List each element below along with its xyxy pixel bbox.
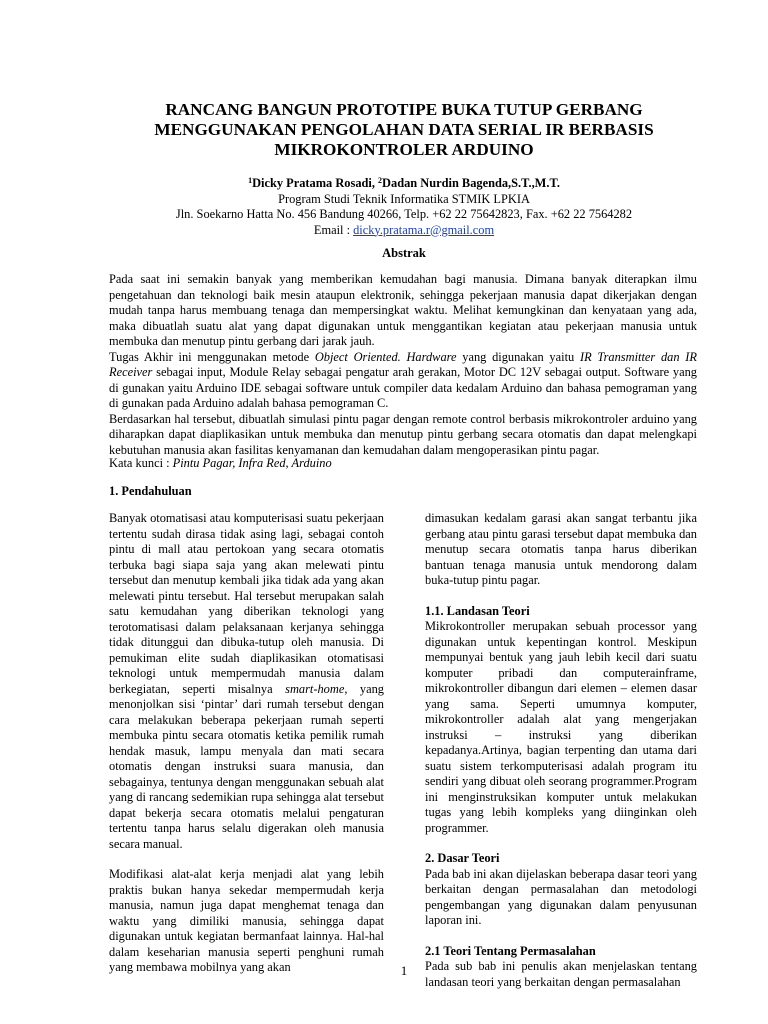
right-column (425, 511, 697, 990)
paper-title (120, 100, 688, 160)
heading-landasan-teori: 1.1. Landasan Teori (425, 603, 530, 618)
right-paragraph-dasar: Pada bab ini akan dijelaskan beberapa dasar teori yang berkaitan dengan permasalahan dan metodologi pengembangan yang digunakan dalam penyusunan laporan ini. (425, 866, 697, 927)
left-p1-text-a: Banyak otomatisasi atau komputerisasi suatu pekerjaan tertentu sudah dirasa tidak asing lagi, sebagai contoh pintu di mall atau pertokoan yang secara otomatis terbuka bagi siapa saja yang akan melewati pintu tersebut dan menutup kembali jika tidak ada yang akan melewati pintu tersebut. Hal tersebut merupakan salah satu kemudahan yang diberikan teknologi yang terotomatisasi dalam pelaksanaan kerjanya sehingga tidak ditunggui dan dibuka-tutup oleh manusia. Di pemukiman elite sudah diaplikasikan otomatisasi teknologi untuk mempermudah manusia dalam berkegiatan, seperti misalnya (109, 511, 384, 696)
section-heading-pendahuluan: 1. Pendahuluan (109, 484, 192, 498)
abstract-p2-text-b: yang digunakan yaitu (456, 349, 580, 364)
title-line-2: MENGGUNAKAN PENGOLAHAN DATA SERIAL IR BERBASIS (154, 120, 654, 139)
abstract-p2-italic-1: Object Oriented. Hardware (314, 349, 457, 364)
email-label: Email : (313, 222, 354, 237)
abstract-paragraph-2 (109, 350, 697, 412)
abstract-paragraph-3: Berdasarkan hal tersebut, dibuatlah simulasi pintu pagar dengan remote control berbasis mikrokontroler arduino yang diharapkan dapat diaplikasikan untuk membuka dan menutup pintu gerbang secara otomatis dan dapat melengkapi kebutuhan manusia akan fasilitas kenyamanan dan kemudahan dalam mengoperasikan pintu pagar. (109, 411, 697, 457)
author-names (80, 176, 728, 192)
abstract-paragraph-1: Pada saat ini semakin banyak yang memberikan kemudahan bagi manusia. Dimana banyak diterapkan ilmu pengetahuan dan teknologi baik mesin ataupun elektronik, sehingga pekerjaan manusia dapat dikerjakan dengan mudah tanpa harus membuang tenaga dan mempersingkat waktu. Melihat kemungkinan dan kenyataan yang ada, maka dibuatlah suatu alat yang dapat digunakan untuk menggantikan kegiatan atau pekerjaan manusia untuk membuka dan menutup pintu gerbang dari jarak jauh. (109, 272, 697, 348)
affiliation-address: Jln. Soekarno Hatta No. 456 Bandung 40266, Telp. +62 22 75642823, Fax. +62 22 7564282 (175, 207, 633, 221)
abstract-p2-text-c: sebagai input, Module Relay sebagai pengatur arah gerakan, Motor DC 12V sebagai output. Software yang di gunakan yaitu Arduino IDE sebagai software untuk compiler data kedalam Arduino dan bahasa pemograman yang di gunakan pada Arduino adalah bahasa pemograman C. (109, 365, 697, 410)
author2-sup: 2 (378, 176, 383, 185)
keywords-value: Pintu Pagar, Infra Red, Arduino (172, 456, 332, 470)
page-number: 1 (400, 963, 408, 978)
abstract-body (109, 272, 697, 458)
left-p1-text-b: , yang menonjolkan sisi ‘pintar’ dari rumah tersebut dengan cara melakukan beberapa pekerjaan rumah seperti membuka pintu secara otomatis ketika pemilik rumah hendak masuk, lampu menyala dan mati secara otomatis dengan instruksi suara manusia, dan sebagainya, tentunya dengan menggunakan sebuah alat yang di rancang sedemikian rupa sehingga alat tersebut dapat bekerja secara otomatis melalui pengaturan tertentu tanpa harus selalu digerakan oleh manusia secara manual. (109, 681, 384, 851)
author-block (80, 176, 728, 238)
title-line-1: RANCANG BANGUN PROTOTIPE BUKA TUTUP GERBANG (165, 100, 643, 119)
email-link[interactable]: dicky.pratama.r@gmail.com (353, 222, 495, 237)
right-paragraph-landasan: Mikrokontroller merupakan sebuah processor yang digunakan untuk kepentingan kontrol. Meskipun mempunyai bentuk yang jauh lebih kecil dari suatu komputer pribadi dan computerainframe, mikrokontroller dibangun dari elemen – elemen dasar yang sama. Seperti umumnya komputer, mikrokontroller adalah alat yang mengerjakan instruksi – instruksi yang diberikan kepadanya.Artinya, bagian terpenting dan utama dari suatu sistem terkomputerisasi adalah program itu sendiri yang dibuat oleh seorang programmer.Program ini menginstruksikan komputer untuk melakukan tugas yang lebih kompleks yang diinginkan oleh programmer. (425, 619, 697, 835)
author2-name: Dadan Nurdin Bagenda,S.T.,M.T. (382, 176, 560, 190)
abstract-p2-italic-2: IR Transmitter dan IR Receiver (109, 349, 697, 379)
email-line (80, 223, 728, 239)
left-paragraph-1 (109, 511, 384, 852)
abstract-p2-text-a: Tugas Akhir ini menggunakan metode (109, 349, 315, 364)
heading-teori-permasalahan: 2.1 Teori Tentang Permasalahan (425, 943, 596, 958)
right-paragraph-1: dimasukan kedalam garasi akan sangat terbantu jika gerbang atau pintu garasi tersebut dapat membuka dan menutup secara otomatis tanpa harus diberikan bantuan tenaga manusia untuk mendorong dalam buka-tutup pintu pagar. (425, 511, 697, 587)
left-p1-italic: smart-home (285, 681, 345, 696)
right-paragraph-permasalahan: Pada sub bab ini penulis akan menjelaskan tentang landasan teori yang berkaitan dengan permasalahan (425, 959, 697, 989)
affiliation-program: Program Studi Teknik Informatika STMIK LPKIA (278, 191, 530, 206)
title-line-3: MIKROKONTROLER ARDUINO (274, 140, 534, 159)
abstract-heading: Abstrak (382, 246, 426, 260)
left-paragraph-2: Modifikasi alat-alat kerja menjadi alat yang lebih praktis bukan hanya sekedar mempermudah kerja manusia, namun juga dapat menghemat tenaga dan waktu yang dimiliki manusia, sehingga dapat digunakan untuk kegiatan bermanfaat lainnya. Hal-hal dalam keseharian manusia seperti penghuni rumah yang membawa mobilnya yang akan (109, 867, 384, 974)
author1-sup: 1 (248, 176, 253, 185)
author1-name: Dicky Pratama Rosadi, (252, 176, 379, 190)
keywords-label: Kata kunci : (109, 456, 173, 470)
heading-dasar-teori: 2. Dasar Teori (425, 851, 500, 865)
left-column (109, 511, 384, 976)
keywords-line (109, 456, 697, 472)
